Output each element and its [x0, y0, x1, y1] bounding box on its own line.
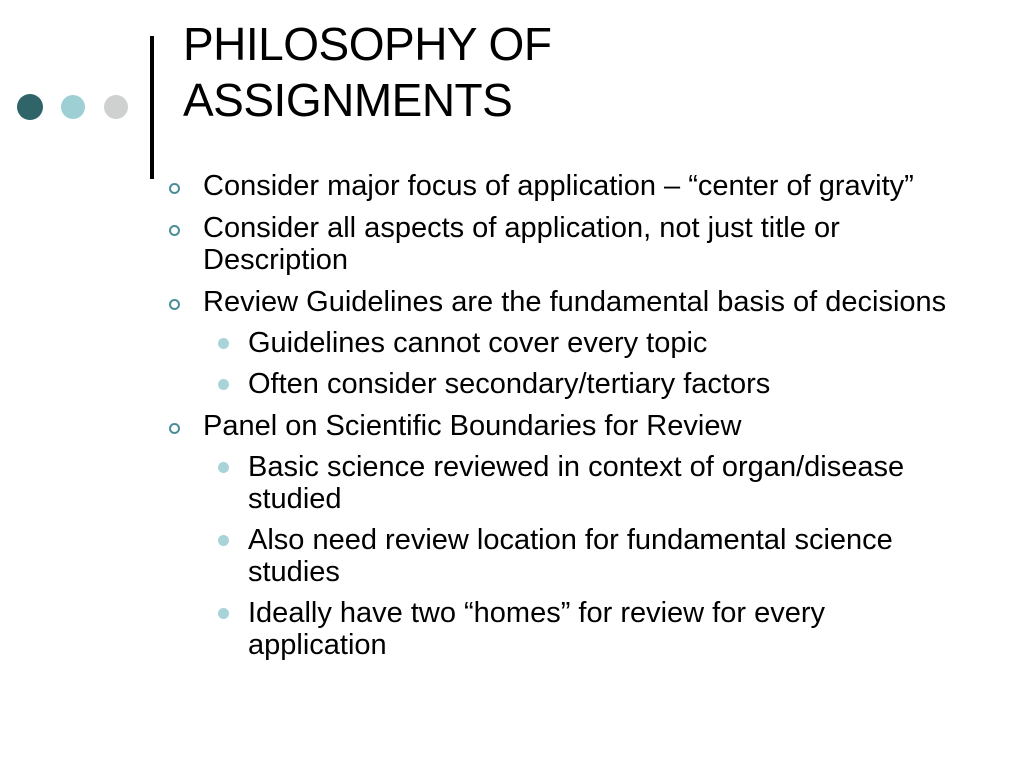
sub-bullet-item [203, 327, 950, 359]
sub-bullet-list [203, 451, 950, 661]
ring-bullet-icon [169, 423, 180, 434]
sub-bullet-text: Guidelines cannot cover every topic [248, 327, 708, 359]
ring-bullet-icon [169, 183, 180, 194]
bullet-text: Review Guidelines are the fundamental basis of decisions [203, 286, 947, 318]
bullet-item [160, 286, 950, 400]
dot-bullet-icon [218, 379, 229, 390]
sub-bullet-text: Often consider secondary/tertiary factors [248, 368, 771, 400]
bullet-list [160, 170, 950, 671]
sub-bullet-text: Also need review location for fundamental science studies [248, 524, 893, 588]
decor-dot-gray [104, 95, 128, 119]
decorative-dots [0, 0, 140, 200]
slide-title-line-2: ASSIGNMENTS [183, 74, 513, 126]
decor-dot-dark [17, 94, 43, 120]
dot-bullet-icon [218, 608, 229, 619]
sub-bullet-item [203, 597, 950, 661]
sub-bullet-item [203, 451, 950, 515]
sub-bullet-text: Ideally have two “homes” for review for every application [248, 597, 825, 661]
slide-title-line-1: PHILOSOPHY OF [183, 18, 552, 70]
bullet-item [160, 410, 950, 661]
decor-dot-teal [61, 95, 85, 119]
bullet-text: Panel on Scientific Boundaries for Review [203, 410, 742, 442]
ring-bullet-icon [169, 299, 180, 310]
bullet-text: Consider all aspects of application, not just title or Description [203, 212, 840, 276]
bullet-item [160, 170, 950, 202]
sub-bullet-list [203, 327, 950, 400]
sub-bullet-item [203, 524, 950, 588]
ring-bullet-icon [169, 225, 180, 236]
bullet-text: Consider major focus of application – “center of gravity” [203, 170, 914, 202]
dot-bullet-icon [218, 338, 229, 349]
dot-bullet-icon [218, 462, 229, 473]
bullet-item [160, 212, 950, 276]
sub-bullet-item [203, 368, 950, 400]
sub-bullet-text: Basic science reviewed in context of organ/disease studied [248, 451, 905, 515]
dot-bullet-icon [218, 535, 229, 546]
slide-title [183, 16, 983, 128]
title-divider [150, 36, 154, 179]
